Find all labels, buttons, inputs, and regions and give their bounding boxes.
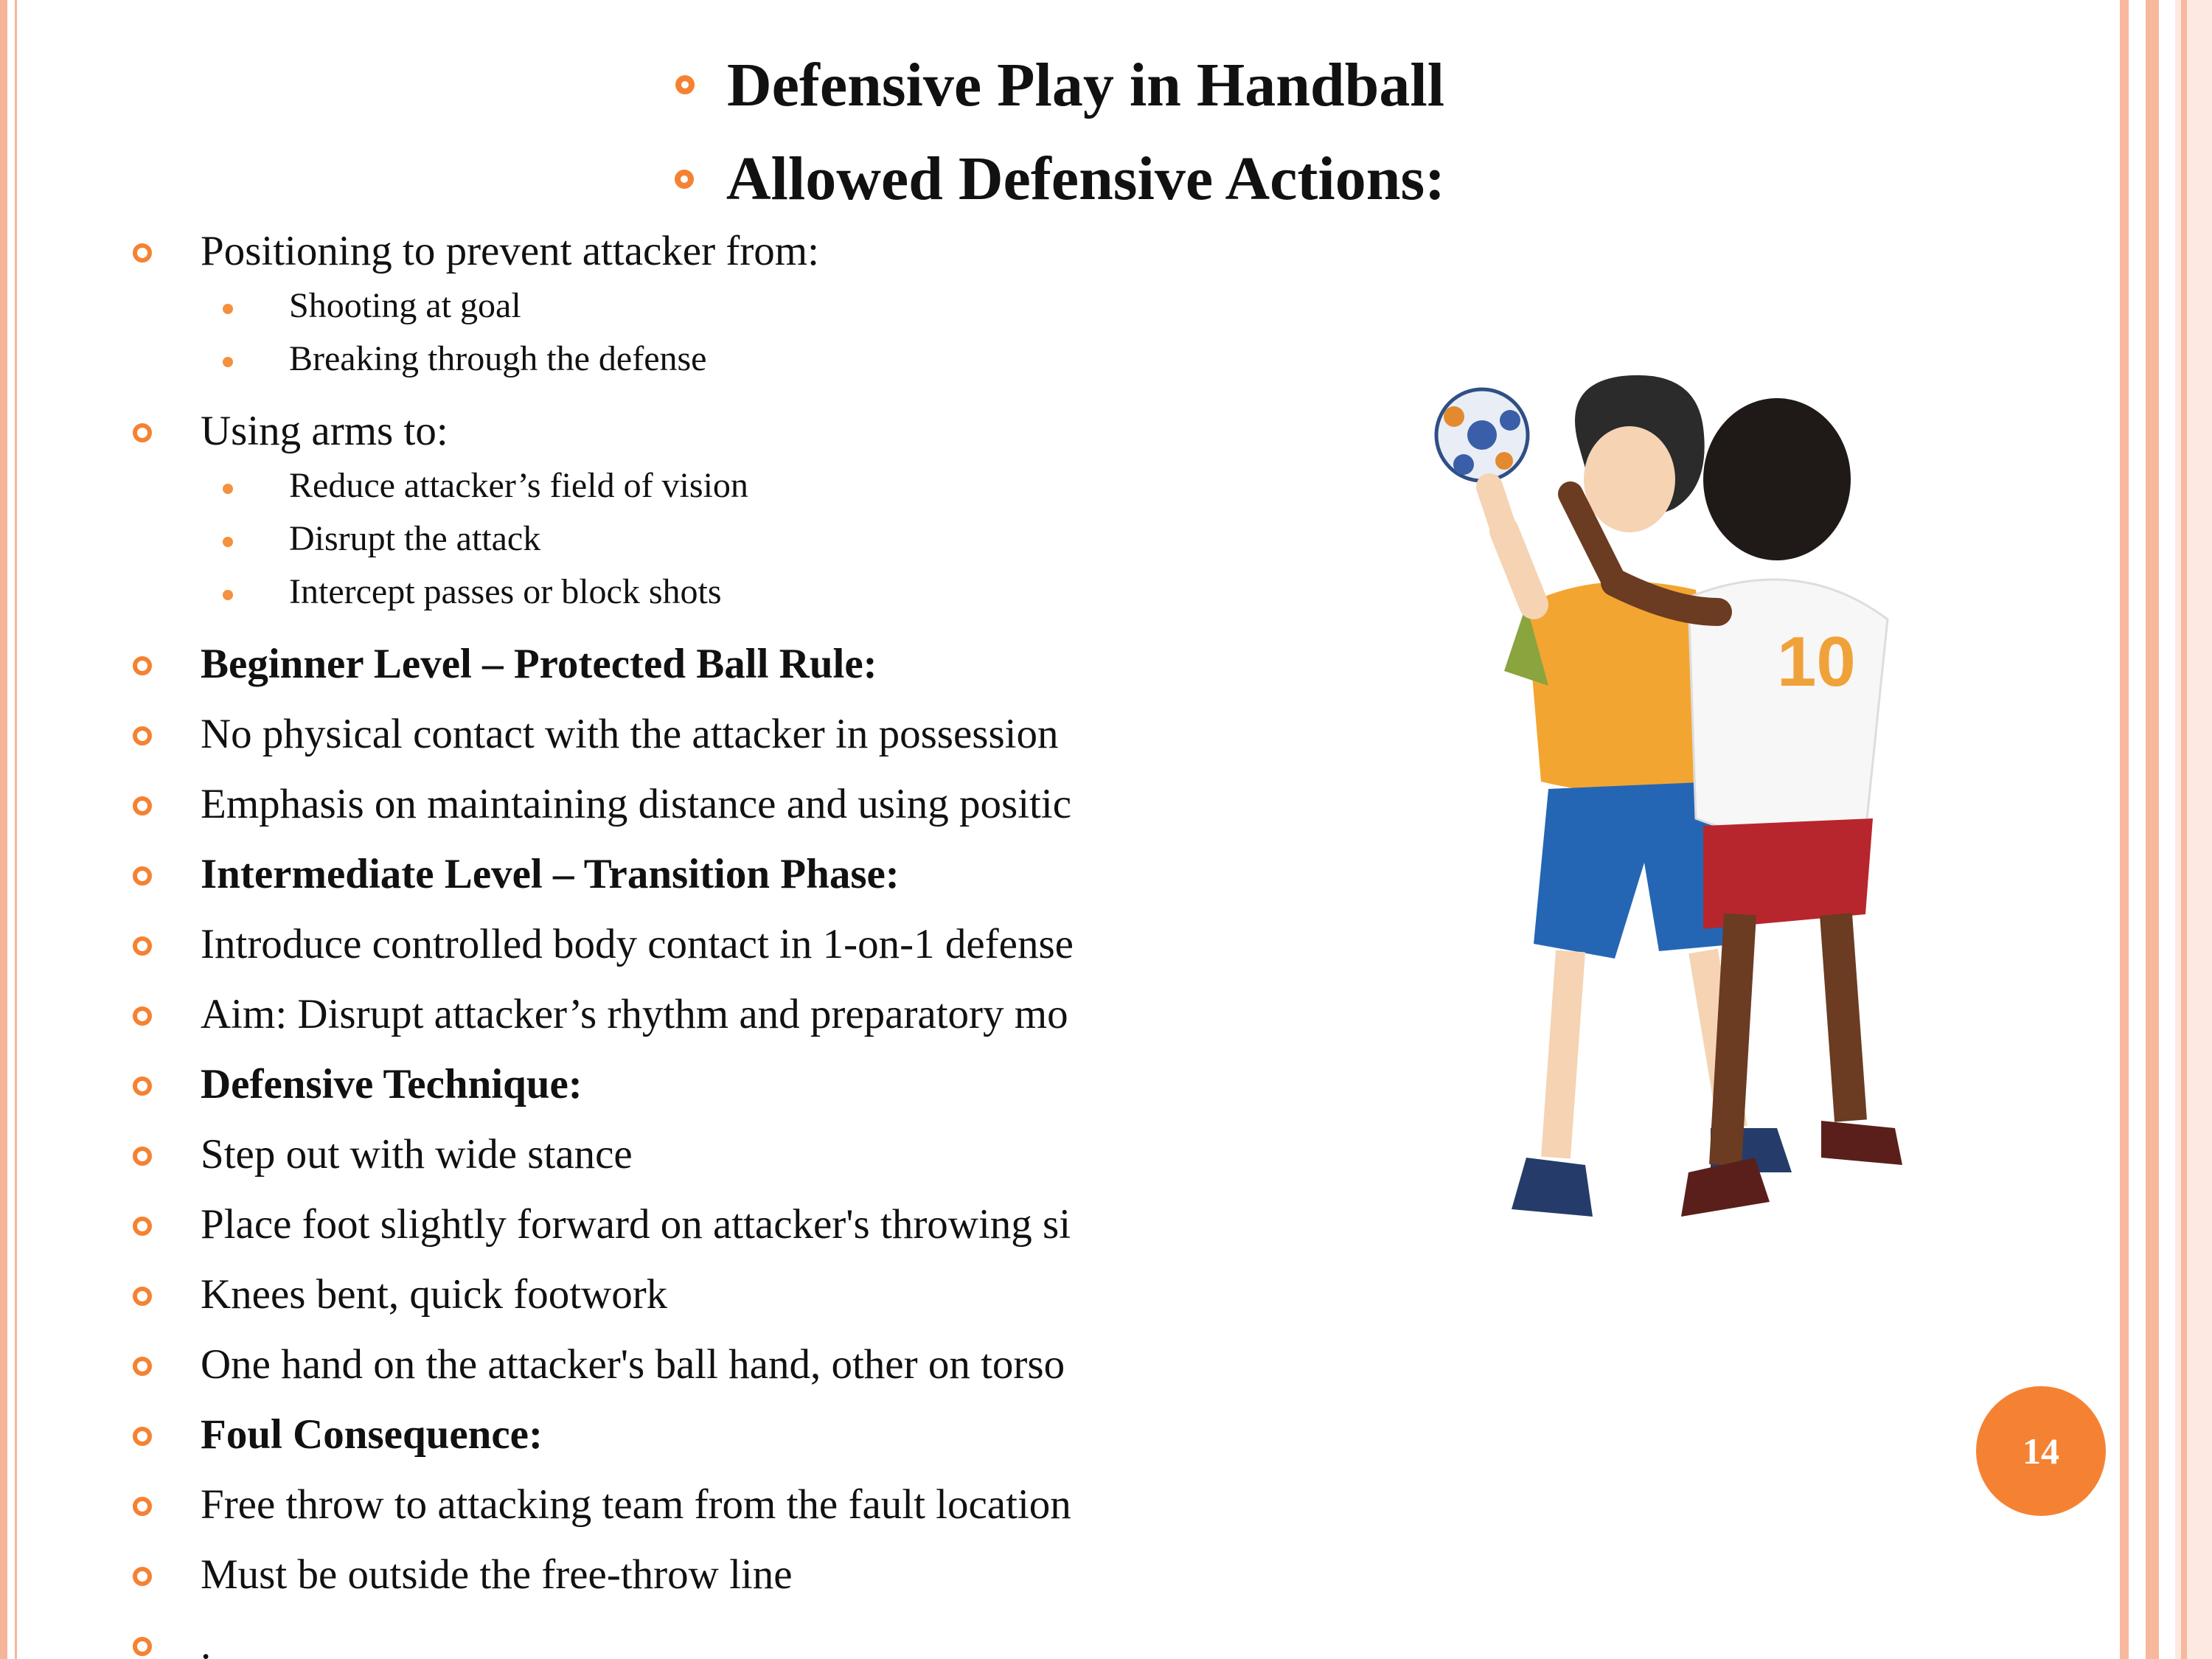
- list-item: [133, 401, 1231, 460]
- ring-bullet-icon: [133, 656, 152, 675]
- list-item-text: Must be outside the free-throw line: [201, 1551, 793, 1598]
- ring-bullet-icon: [133, 796, 152, 815]
- list-item: [133, 1194, 1231, 1253]
- ring-bullet-icon: [133, 1077, 152, 1096]
- ring-bullet-icon: [133, 1567, 152, 1586]
- list-item: [133, 221, 1231, 280]
- list-item: [133, 914, 1231, 973]
- ring-bullet-icon: [133, 866, 152, 886]
- ring-bullet-icon: [133, 243, 152, 262]
- right-border-stripe-2: [2146, 0, 2159, 1659]
- ring-bullet-icon: [133, 1147, 152, 1166]
- dot-bullet-icon: [223, 304, 233, 314]
- section-heading: Intermediate Level – Transition Phase:: [201, 851, 900, 897]
- list-item-text: Emphasis on maintaining distance and using positic: [201, 781, 1071, 827]
- left-border-outer: [0, 0, 7, 1659]
- ring-bullet-icon: [133, 1637, 152, 1656]
- ring-bullet-icon: [133, 1497, 152, 1516]
- list-item-text: Knees bent, quick footwork: [201, 1271, 668, 1318]
- ring-bullet-icon: [675, 170, 694, 189]
- left-border-inner: [15, 0, 17, 1659]
- list-item-text: Place foot slightly forward on attacker's throwing si: [201, 1201, 1071, 1248]
- slide-title: Defensive Play in Handball: [726, 50, 1445, 119]
- sub-list-item-text: Disrupt the attack: [289, 519, 541, 558]
- ring-bullet-icon: [133, 423, 152, 442]
- list-item-text: No physical contact with the attacker in possession: [201, 711, 1059, 757]
- list-item: [133, 634, 1231, 693]
- slide-subtitle-row: [0, 144, 2120, 214]
- ring-bullet-icon: [675, 75, 695, 94]
- list-item-text: Aim: Disrupt attacker’s rhythm and preparatory mo: [201, 991, 1068, 1037]
- ring-bullet-icon: [133, 936, 152, 956]
- dot-bullet-icon: [223, 357, 233, 367]
- dot-bullet-icon: [223, 484, 233, 494]
- list-item: [133, 1475, 1231, 1534]
- list-item: [133, 844, 1231, 903]
- list-item-text: Using arms to:: [201, 408, 448, 454]
- ring-bullet-icon: [133, 726, 152, 745]
- section-heading: Foul Consequence:: [201, 1411, 543, 1458]
- ring-bullet-icon: [133, 1427, 152, 1446]
- list-item: [133, 774, 1231, 833]
- ring-bullet-icon: [133, 1357, 152, 1376]
- list-item: [133, 1054, 1231, 1113]
- list-item: [133, 1615, 1231, 1659]
- sub-list-item-text: Breaking through the defense: [289, 339, 707, 378]
- sub-list-item-text: Intercept passes or block shots: [289, 572, 722, 611]
- slide-title-row: [0, 52, 2120, 118]
- ring-bullet-icon: [133, 1006, 152, 1026]
- dot-bullet-icon: [223, 590, 233, 600]
- right-border-stripe-1: [2120, 0, 2129, 1659]
- ring-bullet-icon: [133, 1287, 152, 1306]
- list-item: [133, 1545, 1231, 1604]
- list-item: [133, 704, 1231, 763]
- list-item: [133, 1335, 1231, 1394]
- list-item-text: Step out with wide stance: [201, 1131, 633, 1178]
- list-item-text: Free throw to attacking team from the fault location: [201, 1481, 1071, 1528]
- handball-players-icon: [1394, 339, 1991, 1305]
- handball-ball-icon: [1436, 389, 1528, 481]
- list-item: [133, 1405, 1231, 1464]
- list-item-text: .: [201, 1621, 212, 1659]
- sub-list-item-text: Shooting at goal: [289, 286, 521, 325]
- jersey-number: 10: [1777, 622, 1856, 701]
- list-item: [133, 1265, 1231, 1324]
- ring-bullet-icon: [133, 1217, 152, 1236]
- sub-list-item-text: Reduce attacker’s field of vision: [289, 466, 748, 505]
- section-heading: Defensive Technique:: [201, 1061, 582, 1107]
- right-border-stripe-3: [2181, 0, 2187, 1659]
- list-item-text: Positioning to prevent attacker from:: [201, 228, 819, 274]
- page-number-badge: 14: [1976, 1386, 2106, 1516]
- list-item: [133, 984, 1231, 1043]
- list-item: [133, 1124, 1231, 1183]
- list-item-text: Introduce controlled body contact in 1-on-1 defense: [201, 921, 1074, 967]
- section-heading: Beginner Level – Protected Ball Rule:: [201, 641, 877, 687]
- dot-bullet-icon: [223, 537, 233, 547]
- list-item-text: One hand on the attacker's ball hand, other on torso: [201, 1341, 1065, 1388]
- bullet-list: [133, 221, 1239, 1659]
- slide-subtitle: Allowed Defensive Actions:: [726, 145, 1446, 213]
